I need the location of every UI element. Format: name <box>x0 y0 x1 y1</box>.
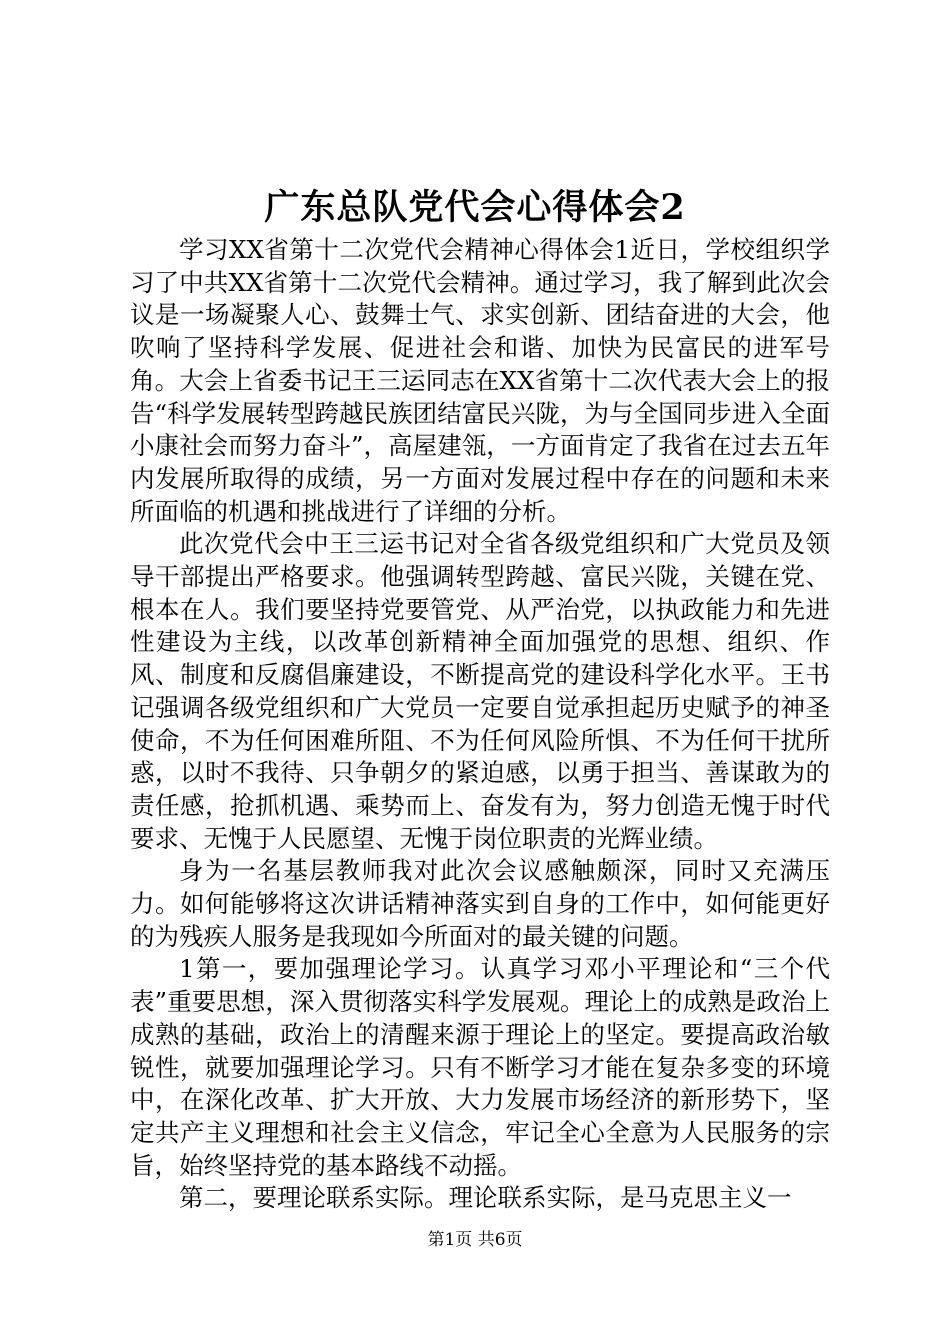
document-body <box>130 234 830 1215</box>
paragraph-4: 1第一，要加强理论学习。认真学习邓小平理论和“三个代表”重要思想，深入贯彻落实科学发展观。理论上的成熟是政治上成熟的基础，政治上的清醒来源于理论上的坚定。要提高政治敏锐性，就要加强理论学习。只有不断学习才能在复杂多变的环境中，在深化改革、扩大开放、大力发展市场经济的新形势下，坚定共产主义理想和社会主义信念，牢记全心全意为人民服务的宗旨，始终坚持党的基本路线不动摇。 <box>130 954 830 1180</box>
paragraph-5: 第二，要理论联系实际。理论联系实际，是马克思主义一 <box>179 1183 792 1213</box>
paragraph-3: 身为一名基层教师我对此次会议感触颇深，同时又充满压力。如何能够将这次讲话精神落实到自身的工作中，如何能更好的为残疾人服务是我现如今所面对的最关键的问题。 <box>130 856 830 951</box>
document-title: 广东总队党代会心得体会2 <box>264 187 686 228</box>
paragraph-1: 学习XX省第十二次党代会精神心得体会1近日，学校组织学习了中共XX省第十二次党代会精神。通过学习，我了解到此次会议是一场凝聚人心、鼓舞士气、求实创新、团结奋进的大会，他吹响了坚持科学发展、促进社会和谐、加快为民富民的进军号角。大会上省委书记王三运同志在XX省第十二次代表大会上的报告“科学发展转型跨越民族团结富民兴陇，为与全国同步进入全面小康社会而努力奋斗”，高屋建瓴，一方面肯定了我省在过去五年内发展所取得的成绩，另一方面对发展过程中存在的问题和未来所面临的机遇和挑战进行了详细的分析。 <box>130 235 830 526</box>
page-footer: 第1页 共6页 <box>427 1230 523 1250</box>
paragraph-2: 此次党代会中王三运书记对全省各级党组织和广大党员及领导干部提出严格要求。他强调转型跨越、富民兴陇，关键在党、根本在人。我们要坚持党要管党、从严治党，以执政能力和先进性建设为主线，以改革创新精神全面加强党的思想、组织、作风、制度和反腐倡廉建设，不断提高党的建设科学化水平。王书记强调各级党组织和广大党员一定要自觉承担起历史赋予的神圣使命，不为任何困难所阻、不为任何风险所惧、不为任何干扰所惑，以时不我待、只争朝夕的紧迫感，以勇于担当、善谋敢为的责任感，抢抓机遇、乘势而上、奋发有为，努力创造无愧于时代要求、无愧于人民愿望、无愧于岗位职责的光辉业绩。 <box>130 529 830 853</box>
